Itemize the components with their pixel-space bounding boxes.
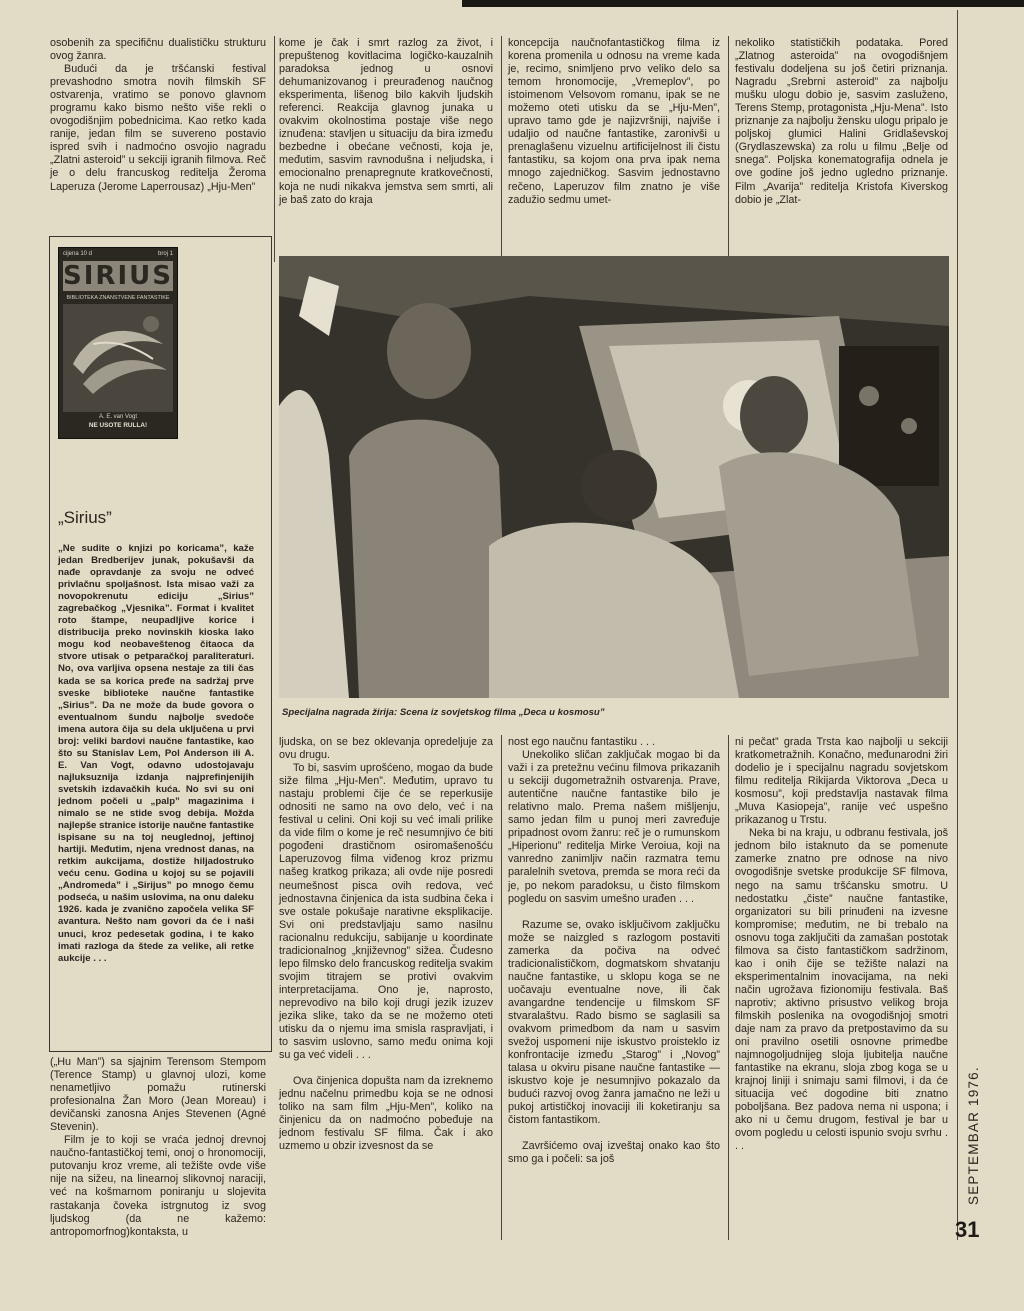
column-4-top	[735, 37, 948, 207]
column-divider	[728, 735, 729, 1240]
paragraph: ni pečat” grada Trsta kao najbolji u sekciji kratkometražnih. Konačno, međunarodni žiri dodelio je i specijalnu nagradu sovjetskom filmu reditelja Rikijarda Viktorova „Deca u kosmosu”, koji predstavlja nastavak filma „Muva Kasiopeja”, ranije već uspešno prikazanog u Trstu.	[735, 736, 948, 827]
paragraph: Neka bi na kraju, u odbranu festivala, još jednom bilo istaknuto da se pomenute zamerke znatno pre odnose na nivo ovogodišnje svetske produkcije SF filmova, nego na samu tršćansku smotru. U nedostatku „čiste” naučne fantastike, organizatori su bili prinuđeni na izvesne kompromise; međutim, ne bi trebalo na osnovu toga zaključiti da zamašan postotak filmova sa čisto fantastičkom sadržinom, kao i onih čije se težište nalazi na eksperimentalnim inovacijama, na neki način ugrožava fizionomiju festivala. Baš naprotiv; aktivno prisustvo velikog broja filmskih poslenika na ovogodišnjoj smotri daje nam za pravo da pretpostavimo da su oni pravilno osetili osnovne primedbe najmnogoljudnijeg sloja ljubitelja naučne fantastike na ekranu, sloja zbog koga se u krajnoj liniji i snimaju sami filmovi, i da će situacija već dogodine biti znatno poboljšana. Bez padova nema ni uspona; i ako ni u čemu drugom, festival je bar u ovom pogledu u celosti ispunio svoju svrhu . . .	[735, 827, 948, 1153]
sidebar-heading: „Sirius”	[58, 508, 112, 527]
paragraph: Unekoliko sličan zaključak mogao bi da važi i za pretežnu većinu filmova prikazanih u sekciji dugometražnih ostvarenja. Prave, autentične naučne fantastike bilo je relativno malo. Prema našem mišljenju, samo jedan film u punoj meri zavređuje pripadnost ovom žanru: reč je o rumunskom „Hiperionu” reditelja Mirke Veroiua, koji na vanredno zanimljiv način razmatra temu paralelnih svetova, premda se mora reći da je, po nekom paradoksu, u čisto filmskom pogledu on sasvim umešno urađen . . .	[508, 749, 720, 905]
top-black-bar	[462, 0, 1024, 7]
paragraph: Ova činjenica dopušta nam da izreknemo jednu načelnu primedbu koja se ne odnosi toliko na sam film „Hju-Men”, koliko na činjenicu da on nadmoćno pobeđuje na jednom festivalu SF filma. Čak i ako uzmemo u obzir izvesnost da se	[279, 1075, 493, 1153]
cover-issue: broj 1	[157, 251, 173, 257]
paragraph: nekoliko statističkih podataka. Pored „Zlatnog asteroida” na ovogodišnjem festivalu dodeljena su još četiri priznanja. Nagradu „Srebrni asteroid” za najbolju mušku ulogu dobio je, sasvim zasluženo, Terens Stemp, protagonista „Hju-Mena”. Isto priznanje za najbolju žensku ulogu pripalo je poljskoj glumici Halini Gridlaševskoj (Grydlaszewska) za rolu u filmu „Belje od snega”. Poljska konematografija odnela je ove godine još jedno ugledno priznanje. Film „Avarija” reditelja Kristofa Kiverskog dobio je „Zlat-	[735, 37, 948, 206]
column-divider	[728, 36, 729, 262]
paragraph: („Hu Man”) sa sjajnim Terensom Stempom (Terence Stamp) u glavnoj ulozi, kome nenametljivo pomažu rutinerski profesionalna Žan Moro (Jean Moreau) i devičanski zanosna Anjes Stevenen (Agné Stevenin).	[50, 1056, 266, 1134]
column-divider	[274, 36, 275, 262]
column-divider	[501, 735, 502, 1240]
cover-price: cijena 10 d	[63, 251, 93, 257]
margin-rule	[957, 10, 958, 1240]
film-still-illustration	[279, 256, 949, 698]
page-number: 31	[955, 1217, 980, 1242]
paragraph: Film je to koji se vraća jednoj drevnoj naučno-fantastičkoj temi, onoj o hronomociji, putovanju kroz vreme, ali težište ovde više nije na sižeu, na linearnoj slikovnoj naraciji, već na košmarnom poniranju u slojevita rastakanja čoveka istrgnutog iz svog ljudskog (da ne kažemo: antropomorfnog)kontaksta, u	[50, 1134, 266, 1238]
paragraph: To bi, sasvim uprošćeno, mogao da bude siže filma „Hju-Men”. Međutim, upravo tu nastaju problemi čije će se reperkusije odnositi ne samo na ovo delo, već i na festival u celini. Oni koji su već imali prilike da vide film o kome je reč nesumnjivo će biti pogođeni drastičnom osiromašenošću Laperuzovog filma viđenog kroz prizmu našeg kratkog prikaza; ali ovde nije posredi neumešnost pisca ovih redova, već jednostavna činjenica da ista sudbina čeka i sve ostale pokušaje narativne eksplikacije. Svi oni predstavljaju samo nasilnu racionalnu redukciju, sabijanje u koordinate tradicionalnog „književnog” sižea. Čudesno lepo filmsko delo francuskog reditelja svakim svojim titrajem se protivi ovakvim interpretacijama. Ono je, naprosto, neprevodivo na bilo koji drugi jezik izuzev jezika slike, tako da se ne možemo oteti utisku da o njemu ima smisla raspravljati, i to sasvim uslovno, samo među onima koji su ga već videli . . .	[279, 762, 493, 1062]
cover-title: NE USOTE RULLA!	[88, 422, 148, 429]
paragraph: koncepcija naučnofantastičkog filma iz korena promenila u odnosu na vreme kada je, recimo, snimljeno prvo veliko delo sa temom hronomocije, „Vremeplov”, po istoimenom Velsovom romanu, ipak se ne možemo oteti utisku da se „Hju-Men”, upravo tamo gde je najizvršniji, najviše i udaljio od naučne fantastike, zaronivši u prenaglašenu vizuelnu artificijelnost ili čistu fantastiku, sa kojom ona prva ipak nema mnogo zajedničkog. Sasvim jednostavno rečeno, Laperuzov film znatno je više zadužio sedmu umet-	[508, 37, 720, 206]
column-4-bottom	[735, 736, 948, 1154]
film-still-photo	[279, 256, 949, 698]
column-1-bottom	[50, 1056, 266, 1239]
paragraph: Razume se, ovako isključivom zaključku može se naizgled s razlogom postaviti zamerka da počiva na odveć tradicionalističkom, dogmatskom shvatanju naučne fantastike, u sklopu koga se ne uočavaju eventualne nove, ili čak avangardne tendencije u filmskom SF stvaralaštvu. Rado bismo se saglasili sa ovakvom primedbom da nam u sasvim svežoj uspomeni nije iskustvo proisteklo iz konfrontacije između „Starog” i „Novog” talasa u okviru pisane naučne fantastike — iskustvo koje je nesumnjivo pokazalo da budući razvoj ovog žanra jamačno ne leži u pukoj artističkoj inovaciji ili koketiranju sa čistom fantastikom.	[508, 918, 720, 1127]
sirius-cover-image	[58, 247, 178, 439]
cover-topline	[63, 251, 173, 257]
cover-logo: SIRIUS	[63, 261, 173, 291]
photo-caption: Specijalna nagrada žirija: Scena iz sovjetskog filma „Deca u kosmosu”	[282, 707, 605, 718]
cover-series: BIBLIOTEKA ZNANSTVENE FANTASTIKE	[66, 295, 170, 301]
paragraph: Budući da je tršćanski festival prevashodno smotra novih filmskih SF ostvarenja, vratimo se ponovo glavnom programu kako bismo nešto više rekli o ovogodišnjim pobednicima. Kao retko kada ranije, jedan film se suvereno postavio ispred svih i nadmoćno osvojio nagradu „Zlatni asteroid” u sekciji igranih filmova. Reč je o delu francuskog reditelja Žeroma Laperuza (Jerome Laperrousaz) „Hju-Men”	[50, 63, 266, 193]
column-2-bottom	[279, 736, 493, 1153]
paragraph: kome je čak i smrt razlog za život, i prepuštenog kovitlacima logičko-kauzalnih paradoksa jednog u osnovi dehumanizovanog i preurađenog naučnog eksperimenta, lišenog bilo kakvih ljudskih referenci. Reakcija glavnog junaka u ovakvim okolnostima postaje više nego iznuđena: stavljen u situaciju da bira između bezbedne i obećane večnosti, koja je, međutim, sasvim ravnodušna i neljudska, i emocionalno prenapregnute kratkovečnosti, koja ne nudi nikakva jemstva sem smrti, ali je baš zato do kraja	[279, 37, 493, 206]
cover-spaceship-art	[63, 304, 173, 412]
paragraph: Završićemo ovaj izveštaj onako kao što smo ga i počeli: sa još	[508, 1140, 720, 1166]
sidebar-text: „Ne sudite o knjizi po koricama”, kaže jedan Bredberijev junak, pokušavši da nađe opravdanje za svoju ne odveć privlačnu spoljašnost. Ista misao važi za novopokrenutu ediciju „Sirius” zagrebačkog „Vjesnika”. Format i kvalitet roto štampe, neupadljive korice i distribucija preko novinskih kioska lako mogu kod neobaveštenog čitaoca da stvore utisak o petparačkoj paraliteraturi. No, ova varljiva opsena nestaje za tili čas kada se sa korica pređe na sadržaj prve sveske biblioteke naučne fantastike „Sirius”. Da ne može da bude govora o eventualnom šundu najbolje svedoče imena autora čija su dela uključena u prvi broj: veliki bardovi naučne fantastike, kao što su Stanislav Lem, Pol Anderson ili A. E. Van Vogt, odavno udostojavaju najluksuznija izdanja najprefinjenijih svetskih izdavačkih kuća. No svi su oni jednom počeli u „palp” magazinima i nimalo se ne stide svog debija. Možda najlepše stranice istorije naučne fantastike ispisane su na toj neuglednoj, jeftinoj hartiji. Međutim, njena vrednost danas, na retkim aukcijama, dostiže hiljadostruko veću cenu. Godina u kojoj su se pojavili „Andromeda” i „Sirijus” po mnogo čemu podseća, u našim uslovima, na onu daleku 1926. kada je zvanično započela velika SF avantura. Nešto nam govori da će i naši unuci, kroz pedesetak godina, i te kako imati razloga da štede za velike, ali retke aukcije . . .	[58, 543, 254, 964]
column-divider	[501, 36, 502, 262]
cover-author: A. E. van Vogt	[98, 414, 138, 420]
paragraph: nost ego naučnu fantastiku . . .	[508, 736, 656, 748]
margin-date-text: SEPTEMBAR 1976.	[966, 1066, 981, 1205]
column-3-top	[508, 37, 720, 207]
column-1-top	[50, 37, 266, 194]
paragraph: osobenih za specifičnu dualističku strukturu ovog žanra.	[50, 37, 266, 63]
column-3-bottom	[508, 736, 720, 1166]
column-2-top	[279, 37, 493, 207]
paragraph: ljudska, on se bez oklevanja opredeljuje za ovu drugu.	[279, 736, 493, 762]
